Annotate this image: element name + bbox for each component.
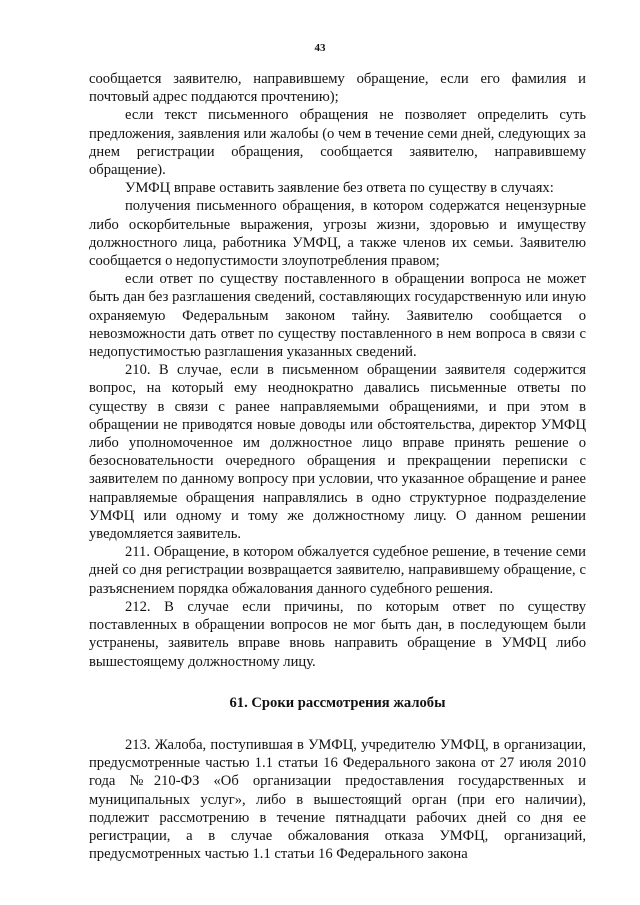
paragraph-211: 211. Обращение, в котором обжалуется судебное решение, в течение семи дней со дня регистрации возвращается заявителю, направившему обращение, с разъяснением порядка обжалования данного судебного решения.: [89, 544, 586, 597]
paragraph-210: 210. В случае, если в письменном обращении заявителя содержится вопрос, на который ему неоднократно давались письменные ответы по существу в связи с ранее направляемыми обращениями, и при этом в обращении не приводятся новые доводы или обстоятельства, директор УМФЦ либо уполномоченное им должностное лицо вправе принять решение о безосновательности очередного обращения и прекращении переписки с заявителем по данному вопросу при условии, что указанное обращение и ранее направляемые обращения направлялись в одно структурное подразделение УМФЦ или одному и тому же должностному лицу. О данном решении уведомляется заявитель.: [89, 362, 586, 543]
paragraph: получения письменного обращения, в котором содержатся нецензурные либо оскорбительные выражения, угрозы жизни, здоровью и имуществу должностного лица, работника УМФЦ, а также членов их семьи. Заявителю сообщается о недопустимости злоупотребления правом;: [89, 198, 586, 270]
page-number: 43: [314, 42, 326, 54]
paragraph-213: 213. Жалоба, поступившая в УМФЦ, учредителю УМФЦ, в организации, предусмотренные частью 1.1 статьи 16 Федерального закона от 27 июля 2010 года №210-ФЗ «Об организации предоставления государственных и муниципальных услуг», либо в вышестоящий орган (при его наличии), подлежит рассмотрению в течение пятнадцати рабочих дней со дня ее регистрации, а в случае обжалования отказа УМФЦ, организаций, предусмотренных частью 1.1 статьи 16 Федерального закона: [89, 736, 586, 863]
paragraph-212: 212. В случае если причины, по которым ответ по существу поставленных в обращении вопросов не мог быть дан, в последующем были устранены, заявитель вправе вновь направить обращение в УМФЦ либо вышестоящему должностному лицу.: [89, 598, 586, 670]
paragraph: сообщается заявителю, направившему обращение, если его фамилия и почтовый адрес поддаются прочтению);: [89, 71, 586, 106]
paragraph: если ответ по существу поставленного в обращении вопроса не может быть дан без разглашения сведений, составляющих государственную или иную охраняемую Федеральным законом тайну. Заявителю сообщается о невозможности дать ответ по существу поставленного в нем вопроса в связи с недопустимостью разглашения указанных сведений.: [89, 271, 586, 361]
document-body: [89, 70, 586, 863]
paragraph: если текст письменного обращения не позволяет определить суть предложения, заявления или жалобы (о чем в течение семи дней, следующих за днем регистрации обращения, сообщается заявителю, направившему обращение).: [89, 107, 586, 179]
section-heading: 61. Сроки рассмотрения жалобы: [229, 694, 446, 711]
paragraph: УМФЦ вправе оставить заявление без ответа по существу в случаях:: [125, 180, 554, 197]
